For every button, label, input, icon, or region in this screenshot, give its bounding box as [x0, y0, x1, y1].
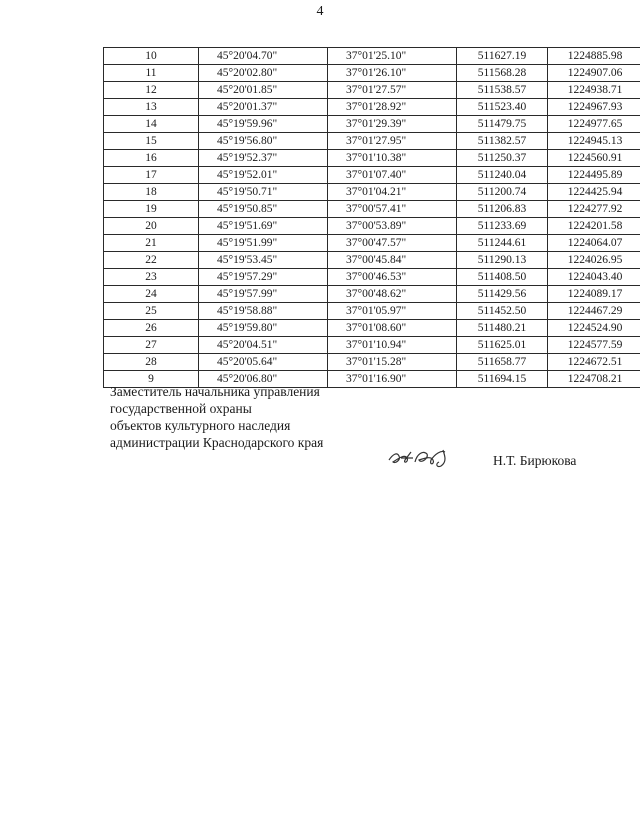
- latitude-cell: 45°19'59.80": [199, 320, 328, 337]
- signatory-title-line: Заместитель начальника управления: [110, 384, 320, 399]
- latitude-cell: 45°20'04.70": [199, 48, 328, 65]
- point-number-cell: 27: [104, 337, 199, 354]
- x-coordinate-cell: 511625.01: [457, 337, 548, 354]
- point-number-cell: 20: [104, 218, 199, 235]
- longitude-cell: 37°01'04.21": [328, 184, 457, 201]
- latitude-cell: 45°19'57.99": [199, 286, 328, 303]
- latitude-cell: 45°19'50.71": [199, 184, 328, 201]
- x-coordinate-cell: 511290.13: [457, 252, 548, 269]
- point-number-cell: 26: [104, 320, 199, 337]
- point-number-cell: 22: [104, 252, 199, 269]
- point-number-cell: 21: [104, 235, 199, 252]
- longitude-cell: 37°01'05.97": [328, 303, 457, 320]
- point-number-cell: 16: [104, 150, 199, 167]
- point-number-cell: 24: [104, 286, 199, 303]
- table-row: [104, 116, 640, 133]
- point-number-cell: 15: [104, 133, 199, 150]
- longitude-cell: 37°01'15.28": [328, 354, 457, 371]
- x-coordinate-cell: 511382.57: [457, 133, 548, 150]
- x-coordinate-cell: 511408.50: [457, 269, 548, 286]
- y-coordinate-cell: 1224560.91: [548, 150, 640, 167]
- table-row: [104, 354, 640, 371]
- y-coordinate-cell: 1224524.90: [548, 320, 640, 337]
- y-coordinate-cell: 1224577.59: [548, 337, 640, 354]
- table-row: [104, 269, 640, 286]
- point-number-cell: 23: [104, 269, 199, 286]
- y-coordinate-cell: 1224967.93: [548, 99, 640, 116]
- point-number-cell: 9: [104, 371, 199, 388]
- y-coordinate-cell: 1224495.89: [548, 167, 640, 184]
- x-coordinate-cell: 511658.77: [457, 354, 548, 371]
- signatory-name: Н.Т. Бирюкова: [493, 453, 577, 468]
- y-coordinate-cell: 1224885.98: [548, 48, 640, 65]
- y-coordinate-cell: 1224977.65: [548, 116, 640, 133]
- x-coordinate-cell: 511250.37: [457, 150, 548, 167]
- longitude-cell: 37°01'28.92": [328, 99, 457, 116]
- longitude-cell: 37°01'10.94": [328, 337, 457, 354]
- table-row: [104, 184, 640, 201]
- longitude-cell: 37°00'46.53": [328, 269, 457, 286]
- longitude-cell: 37°00'45.84": [328, 252, 457, 269]
- table-row: [104, 235, 640, 252]
- page-number: 4: [316, 4, 324, 19]
- table-row: [104, 320, 640, 337]
- point-number-cell: 12: [104, 82, 199, 99]
- longitude-cell: 37°00'48.62": [328, 286, 457, 303]
- latitude-cell: 45°20'04.51": [199, 337, 328, 354]
- longitude-cell: 37°01'16.90": [328, 371, 457, 388]
- table-row: [104, 201, 640, 218]
- latitude-cell: 45°20'06.80": [199, 371, 328, 388]
- x-coordinate-cell: 511480.21: [457, 320, 548, 337]
- longitude-cell: 37°01'10.38": [328, 150, 457, 167]
- y-coordinate-cell: 1224026.95: [548, 252, 640, 269]
- point-number-cell: 19: [104, 201, 199, 218]
- x-coordinate-cell: 511452.50: [457, 303, 548, 320]
- table-row: [104, 150, 640, 167]
- table-row: [104, 133, 640, 150]
- longitude-cell: 37°01'29.39": [328, 116, 457, 133]
- table-row: [104, 167, 640, 184]
- point-number-cell: 14: [104, 116, 199, 133]
- handwritten-signature: [385, 444, 465, 470]
- longitude-cell: 37°01'27.95": [328, 133, 457, 150]
- x-coordinate-cell: 511479.75: [457, 116, 548, 133]
- coordinates-table-body: [104, 48, 640, 388]
- table-row: [104, 99, 640, 116]
- latitude-cell: 45°20'02.80": [199, 65, 328, 82]
- table-row: [104, 48, 640, 65]
- latitude-cell: 45°20'01.85": [199, 82, 328, 99]
- y-coordinate-cell: 1224945.13: [548, 133, 640, 150]
- table-row: [104, 303, 640, 320]
- y-coordinate-cell: 1224467.29: [548, 303, 640, 320]
- point-number-cell: 11: [104, 65, 199, 82]
- longitude-cell: 37°01'07.40": [328, 167, 457, 184]
- x-coordinate-cell: 511568.28: [457, 65, 548, 82]
- longitude-cell: 37°00'47.57": [328, 235, 457, 252]
- point-number-cell: 25: [104, 303, 199, 320]
- longitude-cell: 37°01'27.57": [328, 82, 457, 99]
- point-number-cell: 17: [104, 167, 199, 184]
- table-row: [104, 82, 640, 99]
- x-coordinate-cell: 511538.57: [457, 82, 548, 99]
- latitude-cell: 45°19'51.69": [199, 218, 328, 235]
- latitude-cell: 45°20'01.37": [199, 99, 328, 116]
- latitude-cell: 45°19'56.80": [199, 133, 328, 150]
- point-number-cell: 10: [104, 48, 199, 65]
- y-coordinate-cell: 1224277.92: [548, 201, 640, 218]
- table-row: [104, 337, 640, 354]
- latitude-cell: 45°20'05.64": [199, 354, 328, 371]
- longitude-cell: 37°01'26.10": [328, 65, 457, 82]
- latitude-cell: 45°19'53.45": [199, 252, 328, 269]
- y-coordinate-cell: 1224064.07: [548, 235, 640, 252]
- table-row: [104, 65, 640, 82]
- signatory-title: [110, 383, 323, 451]
- y-coordinate-cell: 1224089.17: [548, 286, 640, 303]
- y-coordinate-cell: 1224425.94: [548, 184, 640, 201]
- latitude-cell: 45°19'58.88": [199, 303, 328, 320]
- x-coordinate-cell: 511206.83: [457, 201, 548, 218]
- latitude-cell: 45°19'50.85": [199, 201, 328, 218]
- x-coordinate-cell: 511694.15: [457, 371, 548, 388]
- table-row: [104, 252, 640, 269]
- x-coordinate-cell: 511523.40: [457, 99, 548, 116]
- point-number-cell: 18: [104, 184, 199, 201]
- longitude-cell: 37°00'53.89": [328, 218, 457, 235]
- longitude-cell: 37°01'25.10": [328, 48, 457, 65]
- x-coordinate-cell: 511240.04: [457, 167, 548, 184]
- y-coordinate-cell: 1224938.71: [548, 82, 640, 99]
- y-coordinate-cell: 1224672.51: [548, 354, 640, 371]
- longitude-cell: 37°00'57.41": [328, 201, 457, 218]
- latitude-cell: 45°19'52.37": [199, 150, 328, 167]
- y-coordinate-cell: 1224201.58: [548, 218, 640, 235]
- coordinates-table: [103, 47, 640, 388]
- latitude-cell: 45°19'59.96": [199, 116, 328, 133]
- signatory-title-line: государственной охраны: [110, 401, 252, 416]
- x-coordinate-cell: 511244.61: [457, 235, 548, 252]
- signatory-title-line: объектов культурного наследия: [110, 418, 291, 433]
- y-coordinate-cell: 1224907.06: [548, 65, 640, 82]
- y-coordinate-cell: 1224043.40: [548, 269, 640, 286]
- latitude-cell: 45°19'57.29": [199, 269, 328, 286]
- x-coordinate-cell: 511233.69: [457, 218, 548, 235]
- x-coordinate-cell: 511627.19: [457, 48, 548, 65]
- x-coordinate-cell: 511429.56: [457, 286, 548, 303]
- table-row: [104, 286, 640, 303]
- y-coordinate-cell: 1224708.21: [548, 371, 640, 388]
- latitude-cell: 45°19'51.99": [199, 235, 328, 252]
- table-row: [104, 218, 640, 235]
- point-number-cell: 13: [104, 99, 199, 116]
- longitude-cell: 37°01'08.60": [328, 320, 457, 337]
- point-number-cell: 28: [104, 354, 199, 371]
- signatory-title-line: администрации Краснодарского края: [110, 435, 324, 450]
- latitude-cell: 45°19'52.01": [199, 167, 328, 184]
- x-coordinate-cell: 511200.74: [457, 184, 548, 201]
